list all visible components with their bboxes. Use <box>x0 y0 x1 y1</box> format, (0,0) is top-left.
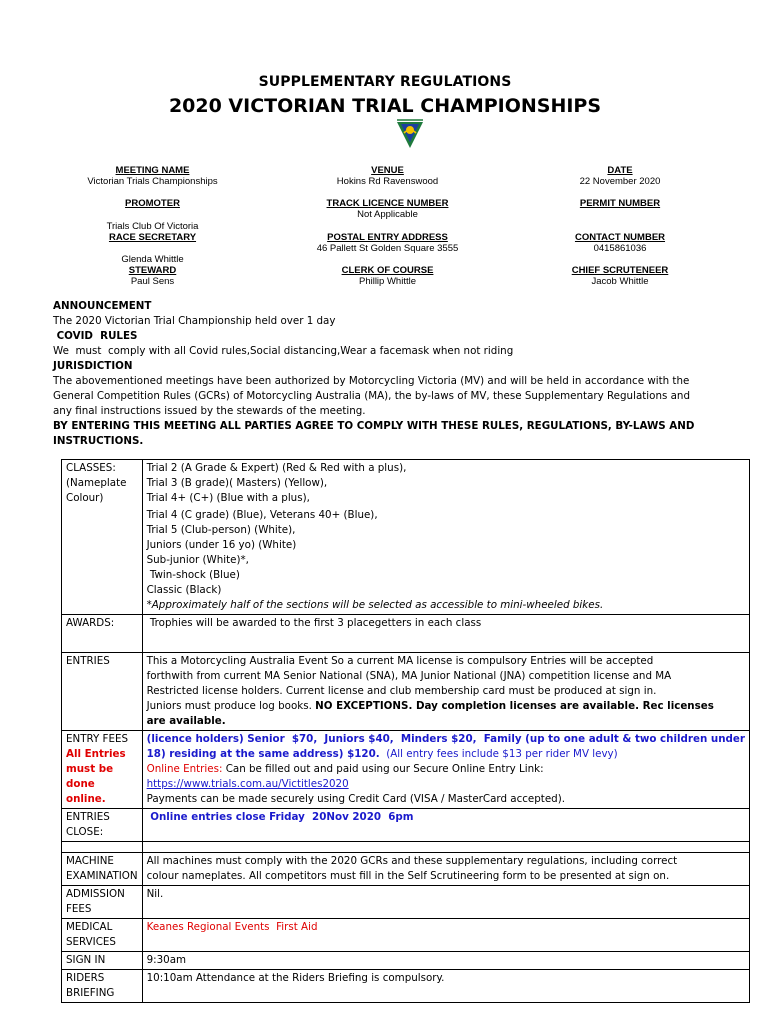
steward-value: Paul Sens <box>130 276 175 287</box>
online-entry-link[interactable]: https://www.trials.com.au/Victitles2020 <box>146 778 349 790</box>
spacer-cell <box>62 842 143 853</box>
entries-line: This a Motorcycling Australia Event So a current MA license is compulsory Entries will be accepted <box>146 655 654 667</box>
venue-label: VENUE <box>371 165 404 176</box>
postal-label: POSTAL ENTRY ADDRESS <box>327 232 448 243</box>
class-item: Trial 5 (Club-person) (White), <box>146 524 296 536</box>
page-title: SUPPLEMENTARY REGULATIONS <box>258 74 512 90</box>
classes-sublabel: (Nameplate Colour) <box>66 477 127 504</box>
announcement-heading: ANNOUNCEMENT <box>53 300 152 312</box>
entries-value-cell <box>142 653 749 731</box>
briefing-label: RIDERS BRIEFING <box>62 970 143 1003</box>
meta-race-secretary <box>60 221 245 243</box>
class-item: Trial 4+ (C+) (Blue with a plus), <box>146 492 310 504</box>
entries-close-value: Online entries close Friday 20Nov 2020 6pm <box>142 809 749 842</box>
classes-label-cell <box>62 460 143 615</box>
meta-steward <box>60 254 245 287</box>
jurisdiction-line-2: General Competition Rules (GCRs) of Motorcycling Australia (MA), the by-laws of MV, these Supplementary Regulations and <box>53 390 690 402</box>
class-item: Trial 4 (C grade) (Blue), Veterans 40+ (Blue), <box>146 509 378 521</box>
motorcycling-victoria-logo-icon <box>395 118 425 150</box>
fees-line-2 <box>147 747 745 762</box>
online-entries-text: Can be filled out and paid using our Secure Online Entry Link: <box>222 763 544 775</box>
clerk-value: Phillip Whittle <box>358 276 417 287</box>
classes-label: CLASSES: <box>66 462 116 474</box>
permit-label: PERMIT NUMBER <box>579 198 661 209</box>
machine-value-cell <box>142 853 749 886</box>
briefing-value: 10:10am Attendance at the Riders Briefing is compulsory. <box>142 970 749 1003</box>
table-row-entry-fees <box>62 731 750 809</box>
clerk-label: CLERK OF COURSE <box>341 265 434 276</box>
machine-line-2: colour nameplates. All competitors must fill in the Self Scrutineering form to be presented at sign on. <box>146 870 670 882</box>
table-row-medical <box>62 919 750 952</box>
fees-line-4: Payments can be made securely using Credit Card (VISA / MasterCard accepted). <box>146 793 565 805</box>
date-value: 22 November 2020 <box>579 176 661 187</box>
entry-fees-label-cell <box>62 731 143 809</box>
table-row-entries <box>62 653 750 731</box>
class-item: Sub-junior (White)*, <box>146 554 249 566</box>
contact-label: CONTACT NUMBER <box>574 232 666 243</box>
regulations-table <box>61 459 750 1003</box>
track-licence-value: Not Applicable <box>357 209 418 220</box>
fees-line-2b: (All entry fees include $13 per rider MV levy) <box>379 748 618 760</box>
entries-close-label: ENTRIES CLOSE: <box>62 809 143 842</box>
meta-promoter <box>60 198 245 209</box>
venue-value: Hokins Rd Ravenswood <box>336 176 439 187</box>
admission-label: ADMISSION FEES <box>62 886 143 919</box>
entries-line: forthwith from current MA Senior National (SNA), MA Junior National (JNA) competition license and MA <box>146 670 672 682</box>
steward-label: STEWARD <box>128 265 177 276</box>
meta-date <box>510 165 730 187</box>
awards-label: AWARDS: <box>62 615 143 653</box>
classes-value-cell <box>142 460 749 615</box>
meta-contact <box>510 232 730 254</box>
admission-value: Nil. <box>142 886 749 919</box>
table-row-classes <box>62 460 750 615</box>
entry-fees-value-cell <box>142 731 749 809</box>
agreement-line-1: BY ENTERING THIS MEETING ALL PARTIES AGREE TO COMPLY WITH THESE RULES, REGULATIONS, BY-LAWS AND <box>53 420 695 432</box>
entries-line: Restricted license holders. Current license and club membership card must be produced at sign in. <box>146 685 657 697</box>
table-row-awards <box>62 615 750 653</box>
class-item: Classic (Black) <box>146 584 222 596</box>
online-entries-label: Online Entries: <box>146 763 223 775</box>
table-row-sign-in <box>62 952 750 970</box>
class-item: Trial 3 (B grade)( Masters) (Yellow), <box>146 477 328 489</box>
table-row-spacer <box>62 842 750 853</box>
meta-permit <box>510 198 730 209</box>
agreement-line-2: INSTRUCTIONS. <box>53 435 144 447</box>
medical-label: MEDICAL SERVICES <box>62 919 143 952</box>
entries-label: ENTRIES <box>62 653 143 731</box>
class-item: Trial 2 (A Grade & Expert) (Red & Red with a plus), <box>146 462 407 474</box>
meeting-name-value: Victorian Trials Championships <box>87 176 218 187</box>
class-item: Juniors (under 16 yo) (White) <box>146 539 297 551</box>
meta-track-licence <box>295 198 480 220</box>
meta-clerk <box>295 265 480 287</box>
scrutineer-label: CHIEF SCRUTENEER <box>571 265 669 276</box>
meeting-name-label: MEETING NAME <box>115 165 190 176</box>
classes-note: *Approximately half of the sections will be selected as accessible to mini-wheeled bikes. <box>146 599 604 611</box>
body-text <box>53 299 723 449</box>
postal-value: 46 Pallett St Golden Square 3555 <box>316 243 459 254</box>
jurisdiction-line-3: any final instructions issued by the stewards of the meeting. <box>53 405 366 417</box>
meta-venue <box>295 165 480 187</box>
sign-in-value: 9:30am <box>142 952 749 970</box>
entries-line: are available. <box>146 715 226 727</box>
announcement-text: The 2020 Victorian Trial Championship held over 1 day <box>53 315 336 327</box>
entries-line-4a: Juniors must produce log books. <box>146 700 316 712</box>
entries-line-4b: NO EXCEPTIONS. Day completion licenses are available. Rec licenses <box>315 700 714 712</box>
track-licence-label: TRACK LICENCE NUMBER <box>326 198 449 209</box>
date-label: DATE <box>607 165 633 176</box>
meta-meeting-name <box>60 165 245 187</box>
table-row-admission <box>62 886 750 919</box>
meta-scrutineer <box>510 265 730 287</box>
scrutineer-value: Jacob Whittle <box>591 276 649 287</box>
race-secretary-value: Glenda Whittle <box>121 254 184 265</box>
fees-line-2a: 18) residing at the same address) $120. <box>146 748 380 760</box>
jurisdiction-line-1: The abovementioned meetings have been authorized by Motorcycling Victoria (MV) and will be held in accordance with the <box>53 375 690 387</box>
awards-value: Trophies will be awarded to the first 3 placegetters in each class <box>142 615 749 653</box>
page-subtitle: 2020 VICTORIAN TRIAL CHAMPIONSHIPS <box>168 95 602 117</box>
race-secretary-label: RACE SECRETARY <box>108 232 197 243</box>
table-row-machine <box>62 853 750 886</box>
entries-line <box>147 699 745 714</box>
machine-label-1: MACHINE <box>66 855 114 867</box>
promoter-label: PROMOTER <box>125 198 180 209</box>
sign-in-label: SIGN IN <box>62 952 143 970</box>
promoter-value: Trials Club Of Victoria <box>106 221 199 232</box>
fees-line-1: (licence holders) Senior $70, Juniors $40, Minders $20, Family (up to one adult & two children under <box>146 733 745 745</box>
entry-fees-note: All Entries must be done online. <box>66 748 126 805</box>
fees-line-3 <box>147 762 745 777</box>
covid-text: We must comply with all Covid rules,Social distancing,Wear a facemask when not riding <box>53 345 514 357</box>
table-row-entries-close <box>62 809 750 842</box>
meta-postal <box>295 232 480 254</box>
medical-value: Keanes Regional Events First Aid <box>142 919 749 952</box>
machine-line-1: All machines must comply with the 2020 GCRs and these supplementary regulations, including correct <box>146 855 678 867</box>
table-row-briefing <box>62 970 750 1003</box>
spacer-cell <box>142 842 749 853</box>
contact-value: 0415861036 <box>593 243 647 254</box>
entry-fees-label: ENTRY FEES <box>66 733 129 745</box>
covid-heading: COVID RULES <box>53 330 138 342</box>
class-item: Twin-shock (Blue) <box>146 569 240 581</box>
machine-label-cell <box>62 853 143 886</box>
machine-label-2: EXAMINATION <box>66 870 138 882</box>
jurisdiction-heading: JURISDICTION <box>53 360 133 372</box>
